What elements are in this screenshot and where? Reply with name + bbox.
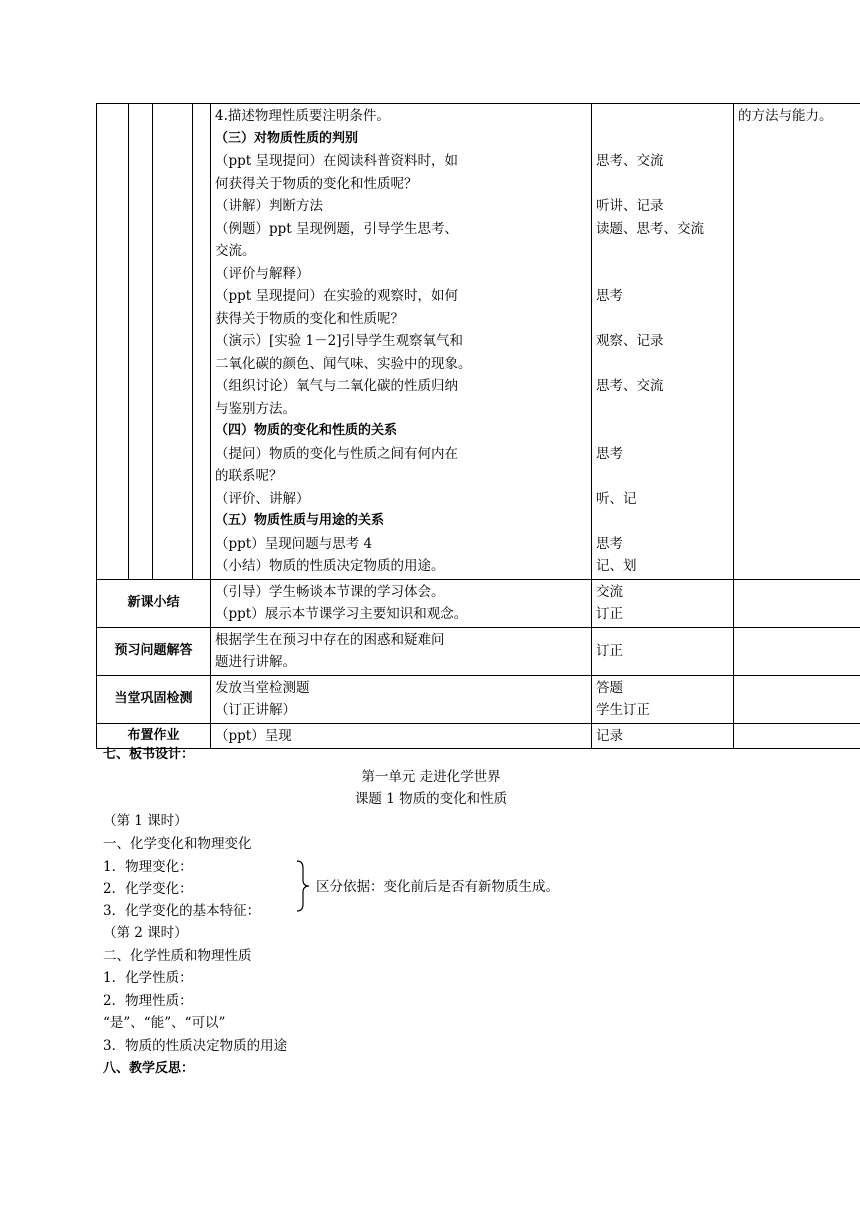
design-intent-cell <box>734 627 860 675</box>
content-line: 获得关于物质的变化和性质呢？ <box>215 310 404 327</box>
student-line: 思考、交流 <box>596 153 664 169</box>
content-line: （提问）物质的变化与性质之间有何内在 <box>215 445 458 462</box>
board-line: （第 2 课时） <box>103 925 188 941</box>
board-line: 2．物理性质： <box>103 993 193 1009</box>
content-line: （ppt）展示本节课学习主要知识和观念。 <box>215 606 468 622</box>
preview-answer-row <box>97 627 860 675</box>
content-line: （ppt）呈现问题与思考 4 <box>215 535 373 552</box>
content-line: 根据学生在预习中存在的困惑和疑难问 <box>215 631 445 648</box>
student-line: 订正 <box>596 642 623 659</box>
content-line: （ppt 呈现提问）在实验的观察时，如何 <box>215 288 458 304</box>
teacher-activity-cell <box>211 675 592 723</box>
content-line: （ppt）呈现 <box>215 727 292 744</box>
content-line: （订正讲解） <box>215 702 296 718</box>
student-line: 思考 <box>596 288 623 304</box>
content-line: 题进行讲解。 <box>215 654 296 670</box>
student-line: 订正 <box>596 606 623 622</box>
student-line <box>596 353 729 376</box>
row-label: 当堂巩固检测 <box>97 675 211 723</box>
board-line: 3．物质的性质决定物质的用途 <box>103 1038 288 1054</box>
row-label: 新课小结 <box>97 579 211 627</box>
content-line: 发放当堂检测题 <box>215 679 310 696</box>
content-line: （评价、讲解） <box>215 490 310 507</box>
student-line <box>596 128 729 151</box>
student-line: 记、划 <box>596 558 637 574</box>
student-line <box>596 465 729 488</box>
content-line: （ppt 呈现提问）在阅读科普资料时，如 <box>215 153 458 169</box>
teacher-activity-cell <box>211 579 592 627</box>
content-line: 何获得关于物质的变化和性质呢？ <box>215 175 418 192</box>
student-line: 交流 <box>596 583 623 600</box>
student-activity-cell <box>592 675 734 723</box>
board-title-unit: 第一单元 走进化学世界 <box>361 769 501 785</box>
summary-row <box>97 579 860 627</box>
content-line: （例题）ppt 呈现例题，引导学生思考、 <box>215 220 458 237</box>
section-heading: （三）对物质性质的判别 <box>215 130 359 146</box>
homework-row <box>97 723 860 749</box>
student-line <box>596 308 729 331</box>
row-label: 布置作业 <box>97 723 211 749</box>
teacher-activity-cell <box>211 104 592 580</box>
blank-cell <box>97 104 129 580</box>
board-line: 2．化学变化： <box>103 881 193 897</box>
blank-cell <box>129 104 153 580</box>
student-line: 思考 <box>596 535 623 552</box>
student-activity-cell <box>592 627 734 675</box>
student-line <box>596 263 729 286</box>
student-line: 听、记 <box>596 490 637 507</box>
content-line: （演示）[实验 1－2]引导学生观察氧气和 <box>215 333 464 349</box>
student-line <box>596 240 729 263</box>
blank-cell <box>153 104 193 580</box>
design-intent-text: 的方法与能力。 <box>738 108 833 124</box>
student-line <box>596 173 729 196</box>
reflection-heading: 八、教学反思： <box>103 1061 195 1076</box>
row-label: 预习问题解答 <box>97 627 211 675</box>
student-line <box>596 420 729 443</box>
content-line: （讲解）判断方法 <box>215 198 323 214</box>
lesson-plan-table <box>96 103 860 749</box>
content-line: （引导）学生畅谈本节课的学习体会。 <box>215 583 445 600</box>
board-line: 一、化学变化和物理变化 <box>103 836 252 852</box>
content-line: 交流。 <box>215 243 256 259</box>
content-line: 与鉴别方法。 <box>215 400 296 417</box>
student-line: 观察、记录 <box>596 333 664 349</box>
blank-cell <box>193 104 211 580</box>
design-intent-cell <box>734 723 860 749</box>
content-line: （组织讨论）氧气与二氧化碳的性质归纳 <box>215 378 458 394</box>
board-line: 3．化学变化的基本特征： <box>103 903 261 919</box>
design-intent-cell <box>734 579 860 627</box>
student-line: 思考 <box>596 445 623 462</box>
distinction-note: 区分依据：变化前后是否有新物质生成。 <box>316 879 559 895</box>
design-intent-cell <box>734 104 860 580</box>
student-line: 答题 <box>596 679 623 696</box>
board-design-heading: 七、板书设计： <box>103 747 195 762</box>
board-line: 1．物理变化： <box>103 859 193 875</box>
teacher-activity-cell <box>211 723 592 749</box>
content-line: （小结）物质的性质决定物质的用途。 <box>215 558 445 574</box>
board-title-topic: 课题 1 物质的变化和性质 <box>354 791 508 807</box>
quiz-row <box>97 675 860 723</box>
design-intent-cell <box>734 675 860 723</box>
student-activity-cell <box>592 104 734 580</box>
board-line: 二、化学性质和物理性质 <box>103 948 252 964</box>
student-line: 学生订正 <box>596 702 650 718</box>
section-heading: （五）物质性质与用途的关系 <box>215 513 385 528</box>
student-line <box>596 510 729 533</box>
main-activity-row <box>97 104 860 580</box>
student-line: 记录 <box>596 727 623 744</box>
student-activity-cell <box>592 579 734 627</box>
right-brace-icon <box>295 860 311 912</box>
board-line: “是”、“能”、“可以” <box>103 1015 226 1031</box>
content-line: 的联系呢？ <box>215 468 283 484</box>
section-heading: （四）物质的变化和性质的关系 <box>215 423 398 438</box>
content-line: 二氧化碳的颜色、闻气味、实验中的现象。 <box>215 355 472 372</box>
content-line: （评价与解释） <box>215 265 310 282</box>
content-line: 4.描述物理性质要注明条件。 <box>215 108 390 124</box>
board-line: （第 1 课时） <box>103 813 188 829</box>
student-activity-cell <box>592 723 734 749</box>
student-line: 听讲、记录 <box>596 198 664 214</box>
board-line: 1．化学性质： <box>103 970 193 986</box>
student-line: 读题、思考、交流 <box>596 220 704 237</box>
student-line <box>596 398 729 421</box>
student-line: 思考、交流 <box>596 378 664 394</box>
student-line <box>596 105 729 128</box>
teacher-activity-cell <box>211 627 592 675</box>
